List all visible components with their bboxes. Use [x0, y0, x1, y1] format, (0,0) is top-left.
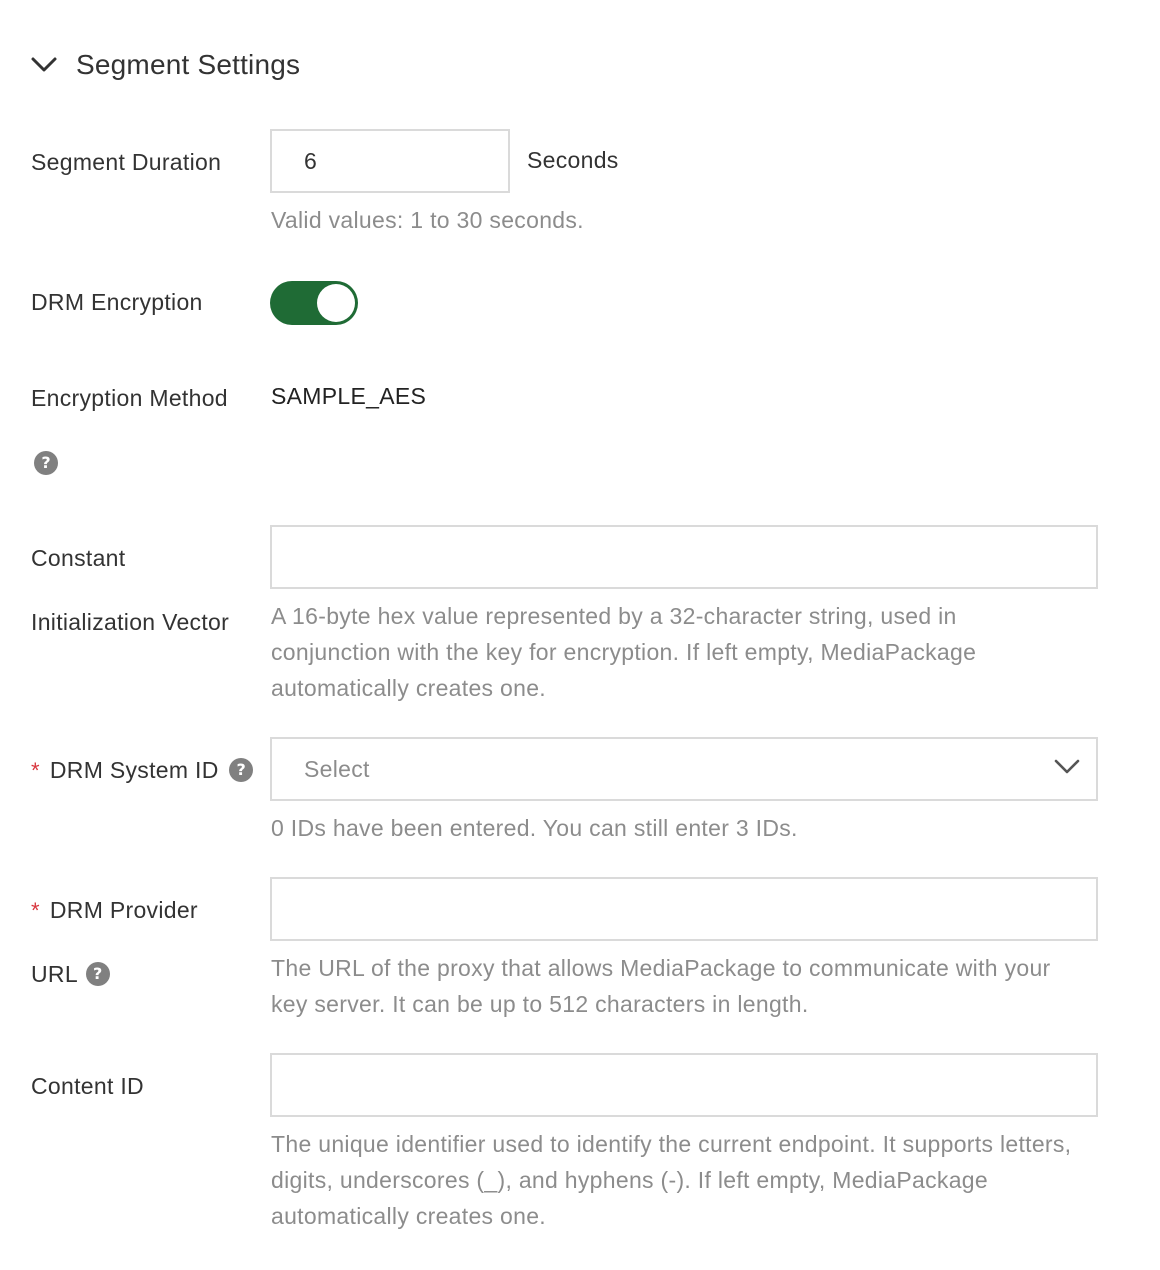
content-id-hint: The unique identifier used to identify the current endpoint. It supports letters, digits, underscores (_), and hyphens (-). If left empty, MediaPackage automatically creates one. — [271, 1131, 1072, 1229]
content-id-label: Content ID — [31, 1073, 144, 1099]
drm-encryption-label: DRM Encryption — [31, 289, 203, 315]
drm-encryption-toggle[interactable] — [270, 281, 358, 325]
url-label-text: URL — [31, 961, 78, 987]
required-marker: * — [31, 898, 40, 923]
drm-system-id-label: DRM System ID — [49, 757, 219, 783]
encryption-method-label: Encryption Method — [31, 385, 228, 411]
segment-duration-unit: Seconds — [527, 147, 619, 173]
constant-iv-label-line2: Initialization Vector — [31, 609, 230, 635]
chevron-down-icon[interactable] — [30, 44, 60, 86]
segment-settings-header[interactable] — [30, 44, 300, 86]
drm-system-id-select[interactable] — [270, 737, 1098, 801]
drm-provider-label-text: DRM Provider — [49, 897, 198, 923]
drm-system-id-placeholder: Select — [304, 755, 370, 782]
encryption-method-value: SAMPLE_AES — [271, 383, 427, 409]
required-marker: * — [31, 758, 40, 783]
drm-provider-url-label-line1 — [31, 895, 198, 926]
drm-provider-url-label-line2 — [31, 959, 110, 989]
help-icon[interactable]: ? — [86, 962, 110, 986]
drm-provider-url-hint: The URL of the proxy that allows MediaPackage to communicate with your key server. It can be up to 512 characters in length. — [271, 955, 1051, 1017]
content-id-input[interactable] — [270, 1053, 1098, 1117]
drm-system-id-hint: 0 IDs have been entered. You can still enter 3 IDs. — [271, 815, 798, 841]
toggle-knob — [317, 284, 355, 322]
chevron-down-icon — [1054, 759, 1080, 780]
help-icon[interactable]: ? — [229, 758, 253, 782]
constant-iv-hint: A 16-byte hex value represented by a 32-character string, used in conjunction with the key for encryption. If left empty, MediaPackage automatically creates one. — [271, 603, 977, 701]
help-icon[interactable]: ? — [34, 451, 58, 475]
section-title: Segment Settings — [76, 49, 301, 80]
drm-provider-url-input[interactable] — [270, 877, 1098, 941]
segment-duration-input[interactable]: 6 — [270, 129, 510, 193]
segment-duration-hint: Valid values: 1 to 30 seconds. — [271, 207, 584, 233]
constant-iv-label-line1: Constant — [31, 545, 126, 571]
segment-duration-label: Segment Duration — [31, 149, 222, 175]
constant-iv-input[interactable] — [270, 525, 1098, 589]
drm-system-id-label-row — [31, 755, 253, 786]
